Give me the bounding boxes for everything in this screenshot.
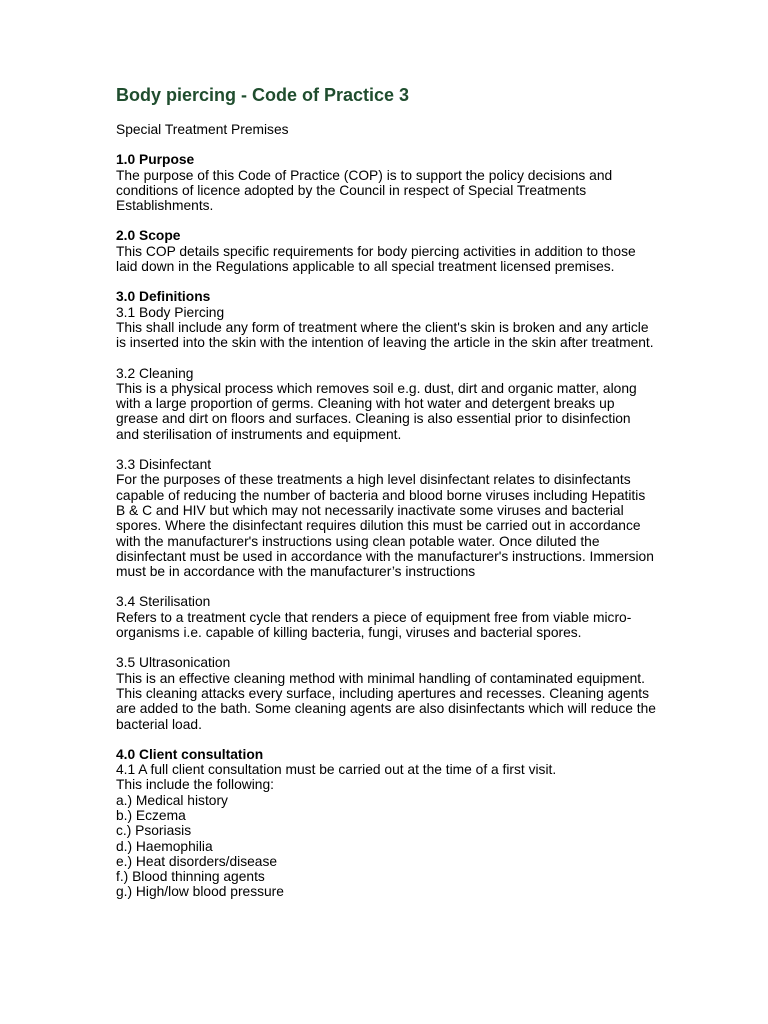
definition-sterilisation-heading: 3.4 Sterilisation bbox=[116, 594, 211, 610]
section-scope-text: This COP details specific requirements for body piercing activities in addition to those laid down in the Regulations applicable to all special treatment licensed premises. bbox=[116, 243, 636, 275]
definition-disinfectant-text: For the purposes of these treatments a high level disinfectant relates to disinfectants capable of reducing the number of bacteria and blood borne viruses including Hepatitis B & C and HIV but which may not necessarily inactivate some viruses and bacterial spores. Where the disinfectant requires dilution this must be carried out in accordance with the manufacturer's instructions using clean potable water. Once diluted the disinfectant must be used in accordance with the manufacturer's instructions. Immersion must be in accordance with the manufacturer’s instructions bbox=[116, 472, 654, 580]
definition-body-piercing-text: This shall include any form of treatment where the client's skin is broken and any article is inserted into the skin with the intention of leaving the article in the skin after treatment. bbox=[116, 319, 654, 351]
definition-disinfectant bbox=[116, 457, 656, 579]
list-item: f.) Blood thinning agents bbox=[116, 869, 265, 885]
document-page bbox=[116, 84, 656, 915]
client-consultation-list bbox=[116, 793, 656, 900]
section-client-consultation bbox=[116, 747, 656, 900]
definition-cleaning-text: This is a physical process which removes soil e.g. dust, dirt and organic matter, along with a large proportion of germs. Cleaning with hot water and detergent breaks up grease and dirt on floors and surfaces. Cleaning is also essential prior to disinfection and sterilisation of instruments and equipment. bbox=[116, 380, 637, 442]
section-purpose-text: The purpose of this Code of Practice (COP) is to support the policy decisions and conditions of licence adopted by the Council in respect of Special Treatments Establishments. bbox=[116, 167, 613, 214]
client-consultation-line-1: 4.1 A full client consultation must be carried out at the time of a first visit. bbox=[116, 762, 557, 778]
section-purpose bbox=[116, 152, 656, 213]
section-definitions bbox=[116, 289, 656, 350]
definition-cleaning bbox=[116, 366, 656, 442]
definition-body-piercing-heading: 3.1 Body Piercing bbox=[116, 304, 225, 320]
definition-disinfectant-heading: 3.3 Disinfectant bbox=[116, 457, 212, 473]
definition-ultrasonication-text: This is an effective cleaning method with minimal handling of contaminated equipment. This cleaning attacks every surface, including apertures and recesses. Cleaning agents are added to the bath. Some cleaning agents are also disinfectants which will reduce the bacterial load. bbox=[116, 670, 656, 732]
definition-ultrasonication-heading: 3.5 Ultrasonication bbox=[116, 655, 231, 671]
list-item: g.) High/low blood pressure bbox=[116, 884, 284, 900]
section-purpose-heading: 1.0 Purpose bbox=[116, 152, 195, 168]
list-item: a.) Medical history bbox=[116, 792, 228, 808]
client-consultation-line-2: This include the following: bbox=[116, 777, 274, 793]
definition-ultrasonication bbox=[116, 655, 656, 731]
section-client-consultation-heading: 4.0 Client consultation bbox=[116, 746, 264, 762]
definition-cleaning-heading: 3.2 Cleaning bbox=[116, 365, 194, 381]
document-title: Body piercing - Code of Practice 3 bbox=[116, 85, 410, 105]
list-item: b.) Eczema bbox=[116, 807, 186, 823]
section-scope bbox=[116, 228, 656, 274]
document-subtitle: Special Treatment Premises bbox=[116, 122, 289, 137]
section-definitions-heading: 3.0 Definitions bbox=[116, 289, 211, 305]
section-scope-heading: 2.0 Scope bbox=[116, 228, 181, 244]
definition-sterilisation bbox=[116, 594, 656, 640]
list-item: d.) Haemophilia bbox=[116, 838, 213, 854]
definition-sterilisation-text: Refers to a treatment cycle that renders a piece of equipment free from viable micro-organisms i.e. capable of killing bacteria, fungi, viruses and bacterial spores. bbox=[116, 609, 632, 641]
list-item: e.) Heat disorders/disease bbox=[116, 853, 278, 869]
list-item: c.) Psoriasis bbox=[116, 823, 192, 839]
